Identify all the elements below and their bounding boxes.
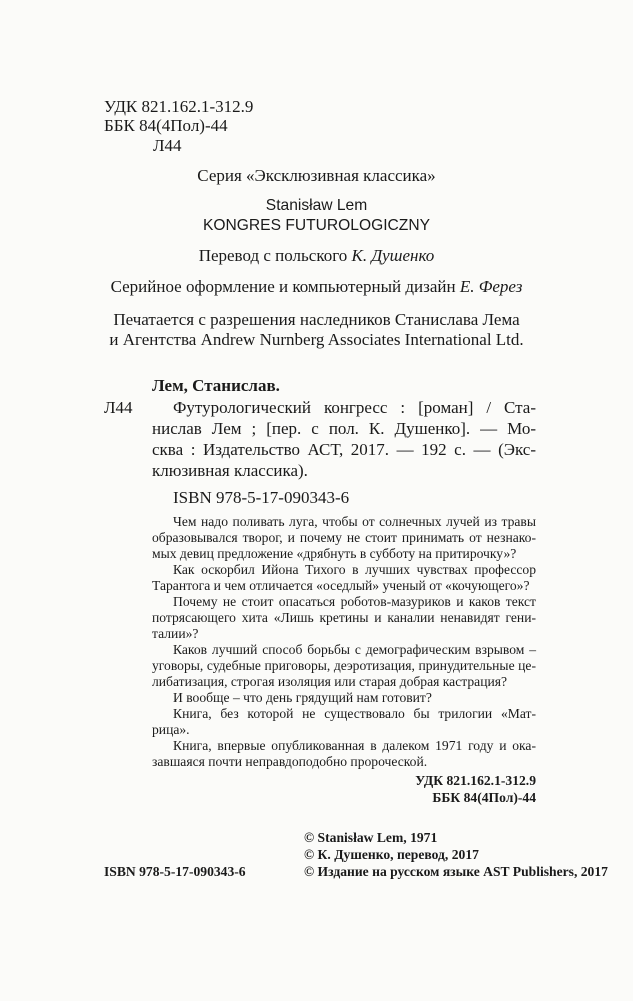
catalog-entry-line: нислав Лем ; [пер. с пол. К. Душенко]. — Мо-	[152, 419, 536, 438]
footer-bbk-code: ББК 84(4Пол)-44	[432, 790, 536, 805]
footer-udk-code: УДК 821.162.1-312.9	[415, 773, 536, 788]
bbk-code: ББК 84(4Пол)-44	[104, 116, 228, 135]
annotation-line: Как оскорбил Ийона Тихого в лучших чувствах профессор	[173, 562, 536, 577]
design-credit	[0, 277, 633, 297]
copyright-line: © Издание на русском языке AST Publishers, 2017	[304, 864, 608, 879]
annotation-line: талии»?	[152, 626, 199, 641]
copyright-line: © К. Душенко, перевод, 2017	[304, 847, 479, 862]
annotation-line: потрясающего хита «Лишь кретины и каналии ненавидят гени-	[152, 610, 536, 625]
catalog-sign-code: Л44	[104, 398, 133, 417]
catalog-entry-line: Футурологический конгресс : [роман] / Ста-	[173, 398, 536, 417]
designer-name: Е. Ферез	[459, 277, 523, 296]
catalog-entry-line: клюзивная классика).	[152, 461, 308, 480]
catalog-isbn: ISBN 978-5-17-090343-6	[173, 488, 350, 507]
translation-credit	[0, 246, 633, 266]
design-prefix: Серийное оформление и компьютерный дизайн	[110, 277, 460, 296]
annotation-line: Почему не стоит опасаться роботов-мазуриков и каков текст	[173, 594, 536, 609]
series-title: Серия «Эксклюзивная классика»	[197, 166, 436, 185]
udk-code: УДК 821.162.1-312.9	[104, 97, 254, 116]
annotation-line: мых девиц предложение «дрябнуть в субботу на притирочку»?	[152, 546, 517, 561]
copyright-isbn: ISBN 978-5-17-090343-6	[104, 864, 246, 879]
annotation-line: Каков лучший способ борьбы с демографическим взрывом –	[173, 642, 536, 657]
annotation-line: Чем надо поливать луга, чтобы от солнечных лучей из травы	[173, 514, 536, 529]
original-title: KONGRES FUTUROLOGICZNY	[203, 217, 430, 234]
annotation-line: Тарантога и чем отличается «оседлый» ученый от «кочующего»?	[152, 578, 530, 593]
translation-prefix: Перевод с польского	[198, 246, 352, 265]
copyright-line: © Stanisław Lem, 1971	[304, 830, 438, 845]
catalog-author-heading: Лем, Станислав.	[152, 376, 280, 395]
annotation-line: рица».	[152, 722, 190, 737]
author-sign-code: Л44	[153, 136, 182, 155]
permission-line-1: Печатается с разрешения наследников Станислава Лема	[113, 310, 520, 329]
annotation-line: Книга, без которой не существовало бы трилогии «Мат-	[173, 706, 536, 721]
annotation-line: уговоры, судебные приговоры, деэротизация, принудительные це-	[152, 658, 536, 673]
translator-name: К. Душенко	[351, 246, 435, 265]
permission-line-2: и Агентства Andrew Nurnberg Associates International Ltd.	[109, 330, 524, 349]
annotation-line: И вообще – что день грядущий нам готовит?	[173, 690, 432, 705]
annotation-line: образовывался творог, и почему не стоит принимать от незнако-	[152, 530, 536, 545]
annotation-line: завшаяся почти неправдоподобно пророческой.	[152, 754, 428, 769]
original-author: Stanisław Lem	[265, 197, 368, 214]
catalog-entry-line: сква : Издательство АСТ, 2017. — 192 с. — (Экс-	[152, 440, 536, 459]
annotation-line: либатизация, строгая изоляция или старая добрая кастрация?	[152, 674, 508, 689]
annotation-line: Книга, впервые опубликованная в далеком 1971 году и ока-	[173, 738, 536, 753]
